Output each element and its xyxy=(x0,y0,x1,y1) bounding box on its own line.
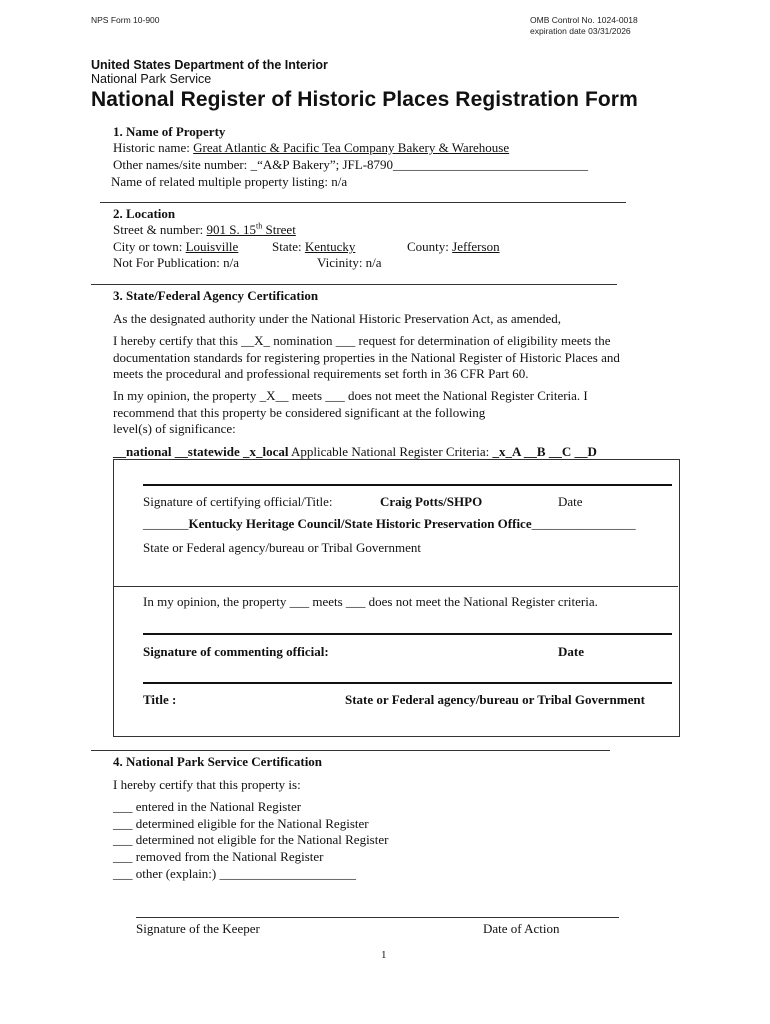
signature-line xyxy=(143,682,672,684)
street-value: 901 S. 15th Street xyxy=(206,221,296,237)
section-divider xyxy=(91,750,610,751)
significance-row xyxy=(113,444,597,460)
section4-heading: 4. National Park Service Certification xyxy=(113,754,323,769)
street-label: Street & number: xyxy=(113,222,207,237)
section-divider xyxy=(91,284,617,285)
section3-heading: 3. State/Federal Agency Certification xyxy=(113,288,319,303)
expiration-date: expiration date 03/31/2026 xyxy=(530,26,631,36)
option-removed: ___ removed from the National Register xyxy=(113,849,324,864)
state-row xyxy=(272,239,355,255)
county-label: County: xyxy=(407,239,453,254)
section-divider xyxy=(100,202,626,203)
section2-heading: 2. Location xyxy=(113,206,176,221)
street-row xyxy=(113,222,296,238)
option-eligible: ___ determined eligible for the National Register xyxy=(113,816,369,831)
form-title: National Register of Historic Places Registration Form xyxy=(91,88,638,111)
certify-line-2: documentation standards for registering properties in the National Register of Historic Places and xyxy=(113,350,620,365)
agency-label: State or Federal agency/bureau or Tribal Government xyxy=(143,540,421,555)
historic-name-value: Great Atlantic & Pacific Tea Company Bakery & Warehouse xyxy=(193,140,510,155)
criteria-label: Applicable National Register Criteria: xyxy=(288,444,493,459)
certify-line-3: meets the procedural and professional requirements set forth in 36 CFR Part 60. xyxy=(113,366,529,381)
commenting-date-label: Date xyxy=(558,644,584,659)
signature-line xyxy=(143,633,672,635)
other-names-value: _“A&P Bakery”; JFL-8790______________________________ xyxy=(250,157,589,172)
commenting-official-label: Signature of commenting official: xyxy=(143,644,329,659)
certifying-date-label: Date xyxy=(558,494,583,509)
historic-name-row xyxy=(113,140,509,156)
office-name: Kentucky Heritage Council/State Historic Preservation Office xyxy=(188,516,532,531)
nps-certify-intro: I hereby certify that this property is: xyxy=(113,777,301,792)
signature-line xyxy=(143,484,672,486)
multiple-listing: Name of related multiple property listing: n/a xyxy=(111,174,348,189)
opinion-line-2: recommend that this property be considered significant at the following xyxy=(113,405,486,420)
opinion-line-3: level(s) of significance: xyxy=(113,421,236,436)
office-row: _______Kentucky Heritage Council/State Historic Preservation Office________________ xyxy=(143,516,636,531)
form-number: NPS Form 10-900 xyxy=(91,15,160,25)
option-not-eligible: ___ determined not eligible for the National Register xyxy=(113,832,389,847)
comment-opinion: In my opinion, the property ___ meets ___ does not meet the National Register criteria. xyxy=(143,594,598,609)
omb-control-number: OMB Control No. 1024-0018 xyxy=(530,15,638,25)
keeper-signature-label: Signature of the Keeper xyxy=(136,921,260,936)
authority-statement: As the designated authority under the National Historic Preservation Act, as amended, xyxy=(113,311,562,326)
certifying-official-label: Signature of certifying official/Title: xyxy=(143,494,333,509)
other-names-row xyxy=(113,157,588,173)
service-name: National Park Service xyxy=(91,72,212,86)
certifying-official-name: Craig Potts/SHPO xyxy=(380,494,483,509)
city-value: Louisville xyxy=(185,239,239,254)
department-name: United States Department of the Interior xyxy=(91,58,328,72)
not-for-publication: Not For Publication: n/a xyxy=(113,255,240,270)
keeper-signature-line xyxy=(136,917,619,918)
other-names-label: Other names/site number: xyxy=(113,157,251,172)
significance-levels: __national __statewide _x_local xyxy=(113,444,289,459)
title-agency-label: State or Federal agency/bureau or Tribal Government xyxy=(345,692,645,707)
city-label: City or town: xyxy=(113,239,186,254)
historic-name-label: Historic name: xyxy=(113,140,194,155)
state-label: State: xyxy=(272,239,305,254)
section1-heading: 1. Name of Property xyxy=(113,124,226,139)
vicinity: Vicinity: n/a xyxy=(317,255,382,270)
page-number: 1 xyxy=(381,949,387,961)
opinion-line-1: In my opinion, the property _X__ meets ___ does not meet the National Register Criteria. I xyxy=(113,388,588,403)
certify-line-1: I hereby certify that this __X_ nomination ___ request for determination of eligibility meets the xyxy=(113,333,611,348)
county-row xyxy=(407,239,500,255)
county-value: Jefferson xyxy=(452,239,500,254)
city-row xyxy=(113,239,238,255)
state-value: Kentucky xyxy=(304,239,356,254)
option-other: ___ other (explain:) _____________________ xyxy=(113,866,356,881)
option-entered: ___ entered in the National Register xyxy=(113,799,302,814)
criteria-values: _x_A __B __C __D xyxy=(492,444,597,459)
title-label: Title : xyxy=(143,692,177,707)
date-of-action-label: Date of Action xyxy=(483,921,560,936)
box-divider xyxy=(114,586,678,587)
